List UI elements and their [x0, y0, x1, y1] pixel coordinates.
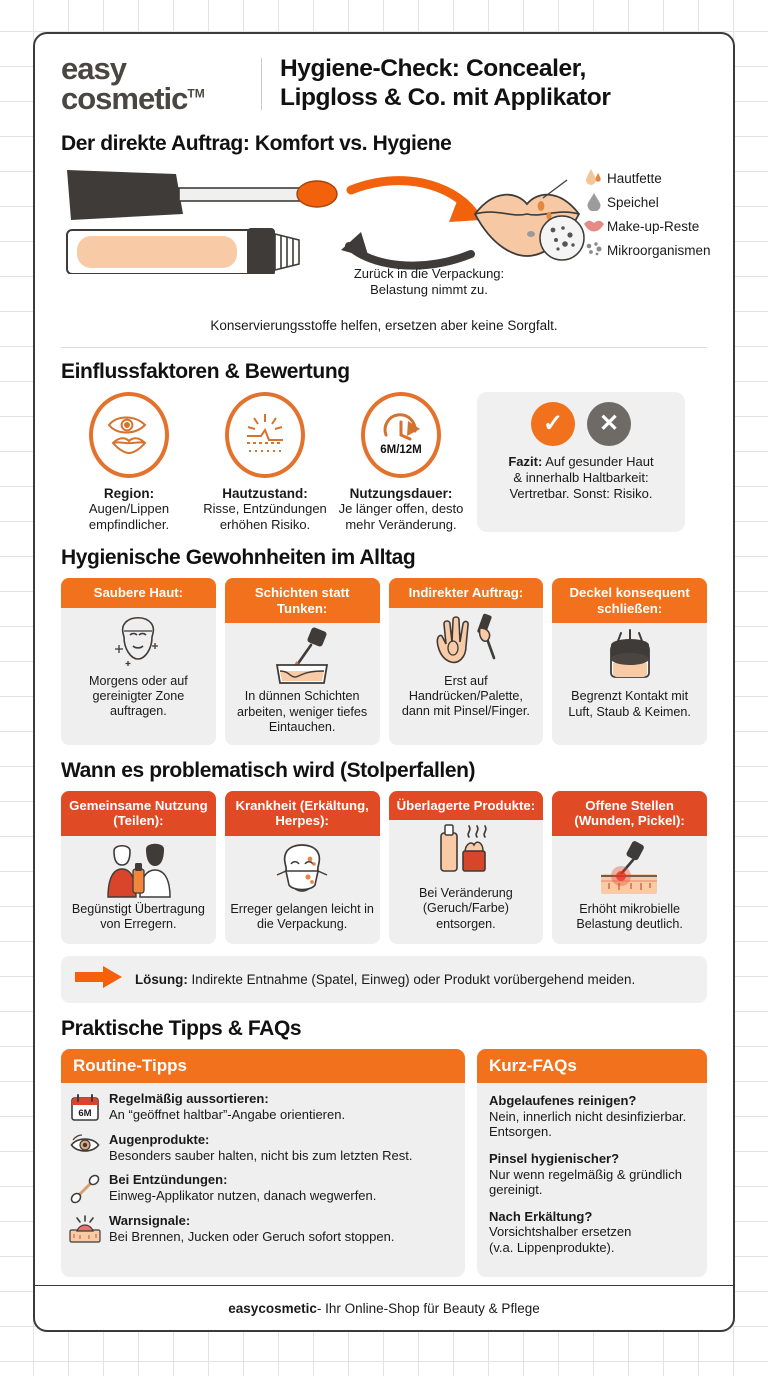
applicator-dip-icon	[225, 623, 380, 689]
factor-title: Nutzungsdauer:	[349, 486, 453, 502]
two-people-icon	[61, 836, 216, 902]
section-5-heading: Praktische Tipps & FAQs	[61, 1017, 302, 1041]
panel-title: Kurz-FAQs	[477, 1049, 707, 1083]
tips-list	[61, 1083, 465, 1261]
factor-text: Je länger offen, desto mehr Veränderung.	[338, 501, 464, 532]
tip-title: Regelmäßig aussortieren:	[109, 1091, 269, 1107]
verdict-label: Fazit:	[508, 454, 543, 470]
solution-text: Lösung: Indirekte Entnahme (Spatel, Einweg) oder Produkt vorübergehend meiden.	[135, 972, 636, 988]
pitfall-cards-row	[61, 791, 707, 944]
legend-label: Mikroorganismen	[607, 242, 711, 258]
tip-title: Warnsignale:	[109, 1213, 191, 1229]
footer-brand: easycosmetic	[228, 1300, 317, 1316]
card-text: Begünstigt Übertragung von Erregern.	[71, 901, 205, 932]
tip-item	[69, 1213, 455, 1244]
verdict-box	[477, 392, 685, 532]
tip-item	[69, 1172, 455, 1204]
tip-text: Besonders sauber halten, nicht bis zum letzten Rest.	[109, 1147, 413, 1163]
panel-title: Routine-Tipps	[61, 1049, 465, 1083]
tip-body	[109, 1132, 413, 1163]
logo-line-1: easy	[61, 51, 126, 86]
verdict-text: Fazit: Auf gesunder Haut & innerhalb Haltbarkeit: Vertretbar. Sonst: Risiko.	[508, 454, 654, 502]
faq-item	[489, 1209, 695, 1256]
factor-region	[61, 392, 197, 532]
card-text: Erst auf Handrücken/Palette, dann mit Pinsel/Finger.	[401, 673, 530, 719]
faq-question: Abgelaufenes reinigen?	[489, 1093, 637, 1109]
card-title: Schichten statt Tunken:	[225, 578, 380, 623]
illustration-caption	[309, 266, 549, 299]
cotton-swab-icon	[69, 1172, 101, 1204]
faq-answer-line: (v.a. Lippenprodukte).	[489, 1239, 615, 1255]
faq-answer-line: Nur wenn regelmäßig & gründlich	[489, 1166, 682, 1182]
card-title: Krankheit (Erkältung, Herpes):	[225, 791, 380, 836]
section-2-heading: Einflussfaktoren & Bewertung	[61, 360, 350, 384]
legend-item	[581, 214, 711, 238]
microbes-icon	[581, 240, 607, 261]
section-pitfalls	[35, 745, 733, 944]
card-text: Bei Veränderung (Geruch/Farbe) entsorgen.	[418, 886, 513, 931]
factor-title: Hautzustand:	[222, 486, 308, 502]
tip-item	[69, 1091, 455, 1123]
calendar-6m-icon	[69, 1091, 101, 1123]
faq-panel	[477, 1049, 707, 1276]
factor-text: Augen/Lippen empfindlicher.	[88, 501, 170, 532]
card-title: Indirekter Auftrag:	[389, 578, 544, 608]
habit-card-indirect[interactable]	[389, 578, 544, 744]
habit-card-close-lid[interactable]	[552, 578, 707, 744]
sick-face-mask-icon	[225, 836, 380, 902]
faq-list	[477, 1083, 707, 1276]
clean-face-icon	[61, 608, 216, 674]
card-title: Deckel konsequent schließen:	[552, 578, 707, 623]
page-title-line-2: Lipgloss & Co. mit Applikator	[280, 84, 611, 112]
eye-lips-icon	[89, 392, 169, 478]
section-3-heading: Hygienische Gewohnheiten im Alltag	[61, 546, 416, 570]
clock-icon	[361, 392, 441, 478]
arrow-right-icon	[75, 965, 123, 994]
card-text: Erreger gelangen leicht in die Verpackung.	[230, 901, 374, 932]
tip-title: Augenprodukte:	[109, 1132, 210, 1148]
factor-text: Risse, Entzündungen erhöhen Risiko.	[203, 501, 327, 532]
legend-item	[581, 190, 711, 214]
footer-text: - Ihr Online-Shop für Beauty & Pflege	[316, 1300, 540, 1316]
section-direct-application	[35, 120, 733, 333]
trademark-mark: TM	[187, 86, 205, 101]
factors-row	[61, 392, 707, 532]
cross-circle-icon: ✕	[587, 402, 631, 446]
tip-body	[109, 1172, 376, 1204]
faq-item	[489, 1151, 695, 1198]
header-divider	[261, 58, 262, 110]
legend-item	[581, 166, 711, 190]
contamination-legend	[581, 166, 711, 262]
tip-body	[109, 1213, 394, 1244]
faq-answer-line: Entsorgen.	[489, 1124, 552, 1140]
brand-logo	[61, 51, 261, 117]
eye-icon	[69, 1132, 101, 1163]
legend-label: Hautfette	[607, 170, 662, 186]
habit-card-layers[interactable]	[225, 578, 380, 744]
faq-answer-line: Vorsichtshalber ersetzen	[489, 1224, 632, 1240]
section-daily-habits	[35, 532, 733, 744]
card-text: In dünnen Schichten arbeiten, weniger tiefes Eintauchen.	[237, 689, 368, 734]
section-influence-factors	[35, 348, 733, 532]
header	[35, 34, 733, 120]
faq-item	[489, 1093, 695, 1140]
factor-usage-duration	[333, 392, 469, 532]
card-text: Morgens oder auf gereinigter Zone auftragen.	[89, 673, 188, 719]
tip-text: Einweg-Applikator nutzen, danach wegwerfen.	[109, 1187, 377, 1203]
legend-label: Make-up-Reste	[607, 218, 700, 234]
habit-card-clean-skin[interactable]	[61, 578, 216, 744]
card-text: Erhöht mikrobielle Belastung deutlich.	[576, 901, 683, 932]
habit-cards-row	[61, 578, 707, 744]
card-title: Überlagerte Produkte:	[389, 791, 544, 821]
applicator-illustration	[61, 162, 711, 312]
preservatives-note: Konservierungsstoffe helfen, ersetzen aber keine Sorgfalt.	[210, 318, 558, 334]
card-title: Saubere Haut:	[61, 578, 216, 608]
saliva-drop-icon	[581, 191, 607, 214]
tip-text: An “geöffnet haltbar”-Angabe orientieren.	[109, 1106, 346, 1122]
closed-jar-icon	[552, 623, 707, 689]
section-4-heading: Wann es problematisch wird (Stolperfallen)	[61, 758, 476, 782]
irritation-icon	[69, 1213, 101, 1244]
footer	[35, 1285, 733, 1330]
faq-question: Pinsel hygienischer?	[489, 1150, 620, 1166]
tip-text: Bei Brennen, Jucken oder Geruch sofort stoppen.	[109, 1228, 395, 1244]
faq-question: Nach Erkältung?	[489, 1208, 593, 1224]
svg-text:6M: 6M	[78, 1108, 92, 1120]
lips-icon	[581, 218, 607, 235]
pitfall-card-sharing[interactable]	[61, 791, 216, 944]
page-title	[280, 55, 611, 113]
legend-item	[581, 238, 711, 262]
factor-skin-condition	[197, 392, 333, 532]
pitfall-card-open-wounds[interactable]	[552, 791, 707, 944]
solution-label: Lösung:	[135, 972, 188, 988]
tip-body	[109, 1091, 345, 1123]
wound-skin-icon	[552, 836, 707, 902]
routine-tips-panel	[61, 1049, 465, 1276]
faq-answer-line: gereinigt.	[489, 1182, 543, 1198]
solution-bar	[61, 956, 707, 1003]
irritated-skin-icon	[225, 392, 305, 478]
caption-line-2: Belastung nimmt zu.	[370, 282, 488, 298]
page-title-line-1: Hygiene-Check: Concealer,	[280, 55, 586, 83]
check-circle-icon: ✓	[531, 402, 575, 446]
legend-label: Speichel	[607, 194, 659, 210]
verdict-badges	[485, 402, 677, 446]
hand-brush-icon	[389, 608, 544, 674]
factor-title: Region:	[103, 486, 155, 502]
card-title: Gemeinsame Nutzung (Teilen):	[61, 791, 216, 836]
pitfall-card-illness[interactable]	[225, 791, 380, 944]
panels-row	[61, 1049, 707, 1276]
pitfall-card-expired[interactable]	[389, 791, 544, 944]
oil-drop-icon	[581, 167, 607, 190]
card-text: Begrenzt Kontakt mit Luft, Staub & Keimen.	[568, 689, 691, 719]
section-1-heading: Der direkte Auftrag: Komfort vs. Hygiene	[61, 132, 452, 156]
logo-line-2: cosmetic™	[61, 81, 205, 117]
faq-answer-line: Nein, innerlich nicht desinfizierbar.	[489, 1108, 687, 1124]
card-title: Offene Stellen (Wunden, Pickel):	[552, 791, 707, 836]
section-tips-faqs	[35, 1003, 733, 1276]
tip-title: Bei Entzündungen:	[109, 1172, 228, 1188]
smelly-products-icon	[389, 820, 544, 886]
infographic-sheet	[33, 32, 735, 1332]
caption-line-1: Zurück in die Verpackung:	[353, 266, 505, 282]
tip-item	[69, 1132, 455, 1163]
clock-icon-label: 6M/12M	[380, 444, 422, 457]
